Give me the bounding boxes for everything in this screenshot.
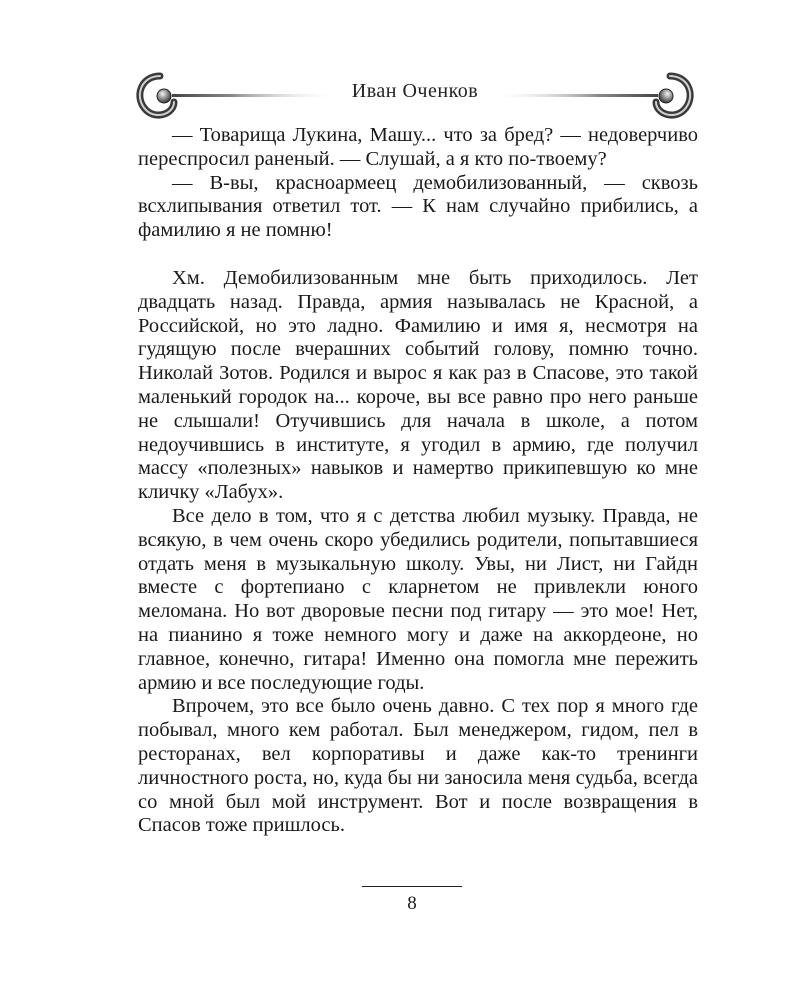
- author-name: Иван Оченков: [351, 80, 479, 102]
- paragraph: — Товарища Лукина, Машу... что за бред? — недоверчиво переспросил раненый. — Слушай, а я кто по-твоему?: [138, 124, 698, 170]
- paragraph: Впрочем, это все было очень давно. С тех пор я много где побывал, много кем работал. Был менеджером, гидом, пел в ресторанах, вел корпоративы и даже как-то тренинги личностного роста, но, куда бы ни заносила меня судьба, всегда со мной был мой инструмент. Вот и после возвращения в Спасов тоже пришлось.: [138, 695, 698, 837]
- paragraph: Хм. Демобилизованным мне быть приходилось. Лет двадцать назад. Правда, армия называлась не Красной, а Российской, но это ладно. Фамилию и имя я, несмотря на гудящую после вчерашних событий голову, помню точно. Николай Зотов. Родился и вырос я как раз в Спасове, это такой маленький городок на... короче, вы все равно про него раньше не слышали! Отучившись для начала в школе, а потом недоучившись в институте, я угодил в армию, где получил массу «полезных» навыков и намертво прикипевшую ко мне кличку «Лабух».: [138, 266, 698, 504]
- running-header: [130, 68, 700, 122]
- page-number: 8: [407, 893, 417, 914]
- swirl-ornament-icon: [490, 68, 700, 122]
- paragraph: Все дело в том, что я с детства любил музыку. Правда, не всякую, в чем очень скоро убедились родители, попытавшиеся отдать меня в музыкальную школу. Увы, ни Лист, ни Гайдн вместе с фортепиано с кларнетом не привлекли юного меломана. Но вот дворовые песни под гитару — это мое! Нет, на пианино я тоже немного могу и даже на аккордеоне, но главное, конечно, гитара! Именно она помогла мне пережить армию и все последующие годы.: [138, 504, 698, 694]
- folio-rule: [362, 886, 462, 887]
- paragraph: — В-вы, красноармеец демобилизованный, — сквозь всхлипывания ответил тот. — К нам случайно прибились, а фамилию я не помню!: [138, 171, 698, 242]
- body-text: [138, 124, 698, 838]
